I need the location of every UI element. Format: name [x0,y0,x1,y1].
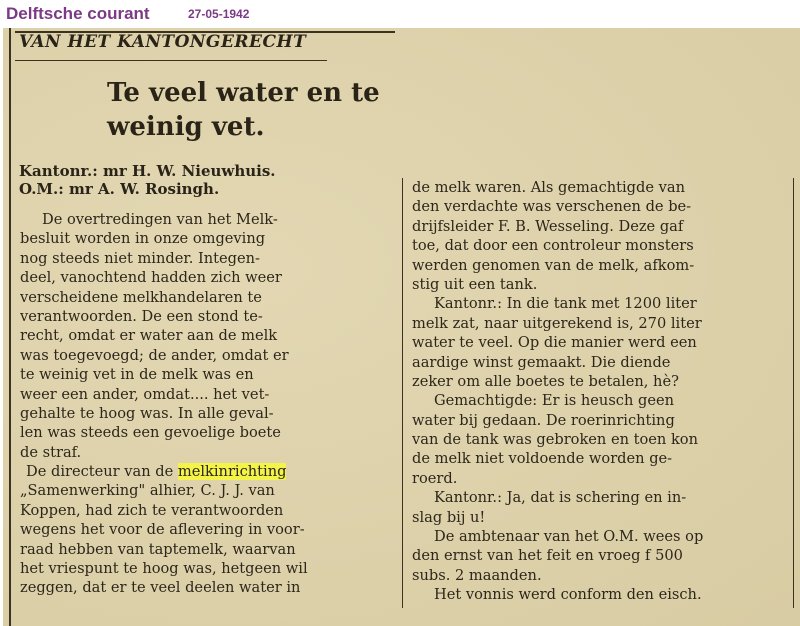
text-fragment: De directeur van de [26,463,178,481]
text-line: zeggen, dat er te veel deelen water in [20,579,301,597]
text-line: „Samenwerking" alhier, C. J. J. van [20,482,275,500]
text-line: was toegevoegd; de ander, omdat er [20,346,289,364]
court-credits [19,162,276,198]
text-line: verantwoorden. De een stond te- [20,307,263,325]
text-line: te weinig vet in de melk was en [20,366,254,384]
publication-date: 27-05-1942 [188,7,250,21]
right-column [412,178,790,605]
text-line: raad hebben van taptemelk, waarvan [20,540,296,558]
text-line: werden genomen van de melk, afkom- [412,256,695,274]
text-line: slag bij u! [412,508,486,526]
text-line: weer een ander, omdat.... het vet- [20,385,270,403]
text-line: deel, vanochtend hadden zich weer [20,269,282,287]
text-line: subs. 2 maanden. [412,566,542,584]
text-line: aardige winst gemaakt. Die diende [412,353,671,371]
text-line: Kantonr.: Ja, dat is schering en in- [434,489,687,507]
text-line: de melk waren. Als gemachtigde van [412,179,685,196]
text-line: zeker om alle boetes te betalen, hè? [412,372,679,390]
text-line: Gemachtigde: Er is heusch geen [434,392,675,410]
text-line: wegens het voor de aflevering in voor- [20,521,305,539]
section-heading: VAN HET KANTONGERECHT [19,32,307,52]
text-line: De overtredingen van het Melk- [42,211,278,228]
text-line: recht, omdat er water aan de melk [20,327,278,345]
text-line: stig uit een tank. [412,275,538,293]
text-line: Kantonr.: In die tank met 1200 liter [434,295,697,313]
judge-credit: Kantonr.: mr H. W. Nieuwhuis. [19,162,276,180]
text-line: van de tank was gebroken en toen kon [412,431,698,449]
column-divider [402,178,403,608]
text-line: melk zat, naar uitgerekend is, 270 liter [412,314,702,332]
newspaper-clipping [3,28,800,626]
left-column [20,210,395,598]
text-line: De ambtenaar van het O.M. wees op [434,528,704,546]
text-line: gehalte te hoog was. In alle geval- [20,404,274,422]
text-line: water te veel. Op die manier werd een [412,334,697,352]
text-line: toe, dat door een controleur monsters [412,237,694,255]
text-line: roerd. [412,469,458,487]
text-line: de melk niet voldoende worden ge- [412,450,673,468]
text-line: den verdachte was verschenen de be- [412,198,692,216]
highlighted-search-term: melkinrichting [177,463,287,481]
article-title-line-2: weinig vet. [107,112,265,142]
text-line-highlighted [20,462,395,481]
text-line: Koppen, had zich te verantwoorden [20,501,284,519]
right-rule [793,178,794,608]
text-line: het vriespunt te hoog was, hetgeen wil [20,560,308,578]
prosecutor-credit: O.M.: mr A. W. Rosingh. [19,180,220,198]
text-line: verscheidene melkhandelaren te [20,288,262,306]
left-rule [9,28,11,626]
text-line: de straf. [20,443,82,461]
section-underline [15,60,327,61]
article-title [107,76,407,144]
article-title-line-1: Te veel water en te [107,78,380,108]
text-line: den ernst van het feit en vroeg f 500 [412,547,683,565]
text-line: len was steeds een gevoelige boete [20,424,281,442]
text-line: besluit worden in onze omgeving [20,230,266,248]
page-header [0,0,800,30]
text-line: nog steeds niet minder. Integen- [20,249,260,267]
text-line: water bij gedaan. De roerinrichting [412,411,675,429]
newspaper-name: Delftsche courant [6,4,150,23]
text-line: drijfsleider F. B. Wesseling. Deze gaf [412,217,684,235]
text-line: Het vonnis werd conform den eisch. [434,586,702,604]
